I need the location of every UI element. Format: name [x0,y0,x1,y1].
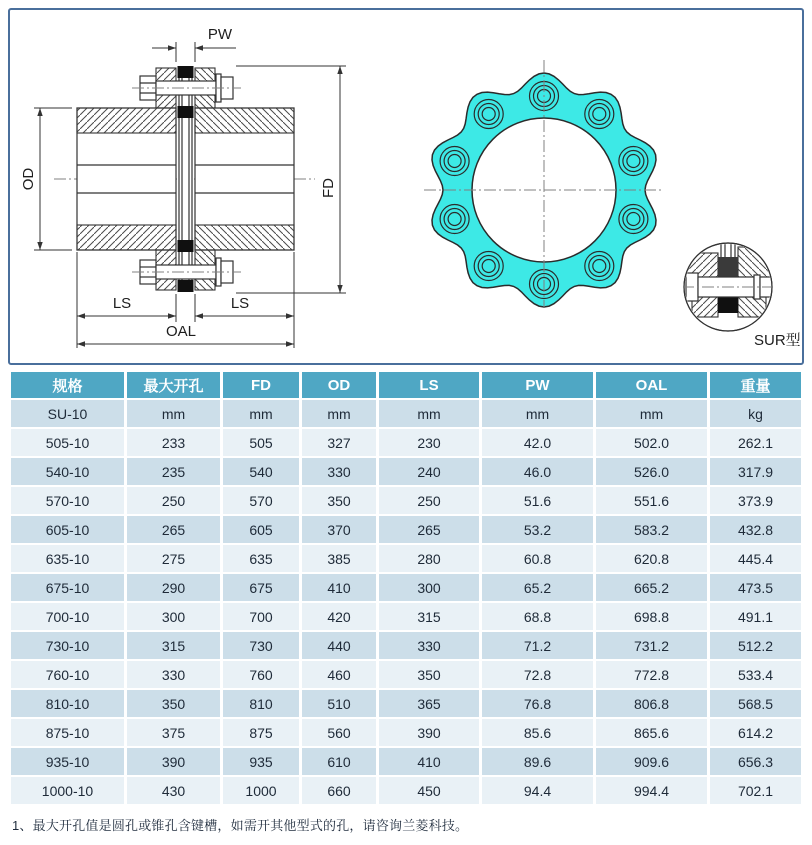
table-cell: 605-10 [11,516,124,543]
table-cell: 68.8 [482,603,593,630]
table-cell: 560 [302,719,376,746]
table-cell: 235 [127,458,220,485]
table-row [11,748,801,775]
table-cell: 502.0 [596,429,707,456]
table-row [11,429,801,456]
table-cell: 610 [302,748,376,775]
table-cell: 53.2 [482,516,593,543]
table-cell: 568.5 [710,690,801,717]
units-cell: mm [379,400,479,427]
table-cell: 94.4 [482,777,593,804]
table-cell: 265 [379,516,479,543]
table-cell: 365 [379,690,479,717]
table-cell: 330 [127,661,220,688]
table-cell: 275 [127,545,220,572]
table-cell: 250 [379,487,479,514]
table-cell: 85.6 [482,719,593,746]
table-row [11,574,801,601]
table-cell: 675-10 [11,574,124,601]
column-header: OD [302,372,376,398]
table-cell: 432.8 [710,516,801,543]
table-cell: 430 [127,777,220,804]
table-cell: 994.4 [596,777,707,804]
table-cell: 450 [379,777,479,804]
table-cell: 505-10 [11,429,124,456]
table-cell: 71.2 [482,632,593,659]
header-row [11,372,801,398]
table-cell: 700-10 [11,603,124,630]
column-header: FD [223,372,299,398]
table-cell: 605 [223,516,299,543]
table-cell: 390 [379,719,479,746]
table-cell: 72.8 [482,661,593,688]
table-cell: 373.9 [710,487,801,514]
dim-label-ls-right: LS [230,295,250,312]
table-cell: 46.0 [482,458,593,485]
table-cell: 935-10 [11,748,124,775]
table-cell: 731.2 [596,632,707,659]
table-cell: 51.6 [482,487,593,514]
dim-label-fd: FD [320,178,337,198]
table-cell: 315 [379,603,479,630]
table-cell: 702.1 [710,777,801,804]
sur-detail-view [682,243,801,349]
table-cell: 510 [302,690,376,717]
table-cell: 330 [379,632,479,659]
table-cell: 420 [302,603,376,630]
table-cell: 1000 [223,777,299,804]
table-cell: 330 [302,458,376,485]
table-cell: 390 [127,748,220,775]
table-cell: 317.9 [710,458,801,485]
table-cell: 512.2 [710,632,801,659]
table-cell: 250 [127,487,220,514]
table-cell: 570-10 [11,487,124,514]
table-cell: 265 [127,516,220,543]
table-row [11,487,801,514]
cross-section-view [20,26,346,348]
table-cell: 42.0 [482,429,593,456]
column-header: OAL [596,372,707,398]
table-cell: 440 [302,632,376,659]
column-header: 最大开孔 [127,372,220,398]
table-cell: 810 [223,690,299,717]
table-cell: 700 [223,603,299,630]
dim-label-ls-left: LS [112,295,132,312]
table-cell: 410 [302,574,376,601]
table-row [11,777,801,804]
table-cell: 262.1 [710,429,801,456]
spec-table [8,370,804,806]
table-cell: 583.2 [596,516,707,543]
units-row [11,400,801,427]
dim-label-od: OD [20,167,37,191]
table-cell: 730-10 [11,632,124,659]
table-cell: 760-10 [11,661,124,688]
table-cell: 772.8 [596,661,707,688]
table-cell: 350 [302,487,376,514]
table-cell: 533.4 [710,661,801,688]
table-row [11,516,801,543]
table-cell: 460 [302,661,376,688]
table-cell: 806.8 [596,690,707,717]
table-row [11,545,801,572]
column-header: LS [379,372,479,398]
table-cell: 570 [223,487,299,514]
table-cell: 660 [302,777,376,804]
table-row [11,690,801,717]
table-row [11,632,801,659]
table-cell: 935 [223,748,299,775]
table-cell: 300 [379,574,479,601]
table-cell: 540-10 [11,458,124,485]
table-cell: 675 [223,574,299,601]
table-body [11,429,801,804]
table-row [11,661,801,688]
table-cell: 375 [127,719,220,746]
table-cell: 875-10 [11,719,124,746]
table-row [11,719,801,746]
table-cell: 635 [223,545,299,572]
table-cell: 810-10 [11,690,124,717]
units-cell: kg [710,400,801,427]
table-cell: 614.2 [710,719,801,746]
column-header: PW [482,372,593,398]
table-cell: 865.6 [596,719,707,746]
table-cell: 540 [223,458,299,485]
table-cell: 473.5 [710,574,801,601]
table-cell: 290 [127,574,220,601]
table-cell: 410 [379,748,479,775]
footnote: 1、最大开孔值是圆孔或锥孔含键槽，如需开其他型式的孔，请咨询兰菱科技。 [12,818,469,833]
sur-type-label: SUR型 [754,332,801,349]
drawing-panel [8,8,804,365]
table-cell: 656.3 [710,748,801,775]
table-cell: 620.8 [596,545,707,572]
table-cell: 909.6 [596,748,707,775]
units-cell: SU-10 [11,400,124,427]
table-row [11,458,801,485]
units-cell: mm [302,400,376,427]
table-cell: 370 [302,516,376,543]
table-cell: 1000-10 [11,777,124,804]
units-cell: mm [482,400,593,427]
table-cell: 60.8 [482,545,593,572]
table-cell: 350 [379,661,479,688]
table-cell: 327 [302,429,376,456]
table-cell: 65.2 [482,574,593,601]
table-cell: 505 [223,429,299,456]
table-cell: 665.2 [596,574,707,601]
table-cell: 526.0 [596,458,707,485]
table-row [11,603,801,630]
table-cell: 240 [379,458,479,485]
table-cell: 445.4 [710,545,801,572]
table-cell: 315 [127,632,220,659]
table-cell: 551.6 [596,487,707,514]
dim-label-pw: PW [207,26,233,43]
column-header: 规格 [11,372,124,398]
table-cell: 350 [127,690,220,717]
units-cell: mm [596,400,707,427]
table-cell: 280 [379,545,479,572]
dim-label-oal: OAL [165,323,197,340]
technical-drawing [10,10,802,363]
table-cell: 230 [379,429,479,456]
table-cell: 76.8 [482,690,593,717]
table-cell: 385 [302,545,376,572]
table-cell: 491.1 [710,603,801,630]
table-cell: 89.6 [482,748,593,775]
table-cell: 233 [127,429,220,456]
table-cell: 300 [127,603,220,630]
flange-face-view [424,60,661,307]
table-cell: 875 [223,719,299,746]
table-cell: 760 [223,661,299,688]
table-cell: 635-10 [11,545,124,572]
units-cell: mm [127,400,220,427]
table-cell: 698.8 [596,603,707,630]
table-cell: 730 [223,632,299,659]
units-cell: mm [223,400,299,427]
column-header: 重量 [710,372,801,398]
